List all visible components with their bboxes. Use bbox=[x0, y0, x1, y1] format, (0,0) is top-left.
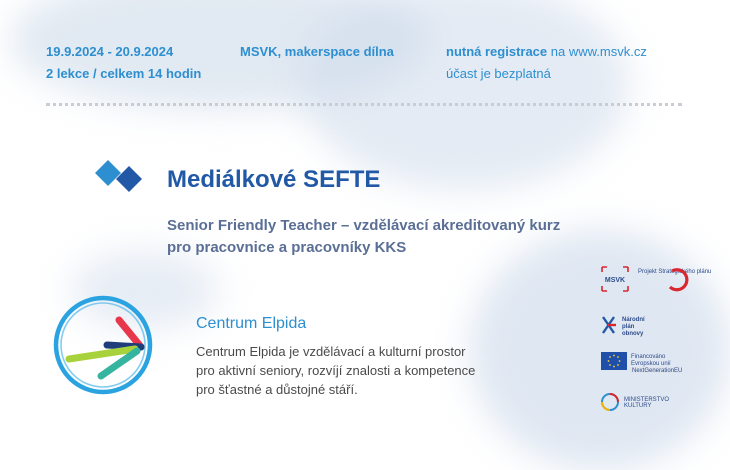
eu-text-2: Evropskou unií bbox=[631, 361, 671, 367]
registration-block bbox=[446, 41, 647, 85]
course-subtitle-line1: Senior Friendly Teacher – vzdělávací akreditovaný kurz bbox=[167, 217, 561, 234]
course-subtitle-line2: pro pracovnice a pracovníky KKS bbox=[167, 239, 407, 256]
ministerstvo-kultury-logo bbox=[600, 391, 690, 413]
event-dates: 19.9.2024 - 20.9.2024 bbox=[46, 44, 174, 59]
org-desc-line3: pro šťastné a důstojné stáří. bbox=[196, 382, 358, 397]
event-place-block bbox=[240, 41, 394, 63]
org-name: Centrum Elpida bbox=[196, 315, 307, 332]
mk-text-1: MINISTERSTVO bbox=[624, 397, 670, 403]
strategic-plan-text: Projekt Strategického plánu bbox=[638, 269, 712, 275]
registration-url: na www.msvk.cz bbox=[547, 44, 647, 59]
course-subtitle bbox=[167, 215, 560, 259]
npo-text-3: obnovy bbox=[622, 331, 644, 337]
background-wash bbox=[300, 0, 630, 190]
diamond-logo-icon bbox=[96, 160, 148, 192]
eu-text-1: Financováno bbox=[631, 354, 666, 360]
org-desc-line1: Centrum Elpida je vzdělávací a kulturní prostor bbox=[196, 344, 466, 359]
free-participation: účast je bezplatná bbox=[446, 66, 551, 81]
eu-funding-logo bbox=[600, 350, 690, 374]
event-duration: 2 lekce / celkem 14 hodin bbox=[46, 66, 202, 81]
eu-text-3: NextGenerationEU bbox=[632, 368, 683, 374]
registration-required: nutná registrace bbox=[446, 44, 548, 59]
org-desc-line2: pro aktivní seniory, rozvíjí znalosti a kompetence bbox=[196, 363, 476, 378]
event-dates-block bbox=[46, 41, 201, 85]
narodni-plan-obnovy-logo bbox=[600, 313, 680, 337]
mk-text-2: KULTURY bbox=[624, 403, 652, 409]
dotted-divider bbox=[46, 103, 682, 106]
npo-text-2: plán bbox=[622, 324, 635, 330]
event-place: MSVK, makerspace dílna bbox=[240, 44, 394, 59]
org-description bbox=[196, 342, 536, 399]
npo-text-1: Národní bbox=[622, 317, 645, 323]
course-title: Mediálkové SEFTE bbox=[167, 166, 381, 193]
msvk-strategic-plan-logo bbox=[600, 265, 712, 293]
elpida-logo-icon bbox=[51, 293, 155, 397]
msvk-logo-text: MSVK bbox=[604, 277, 626, 284]
